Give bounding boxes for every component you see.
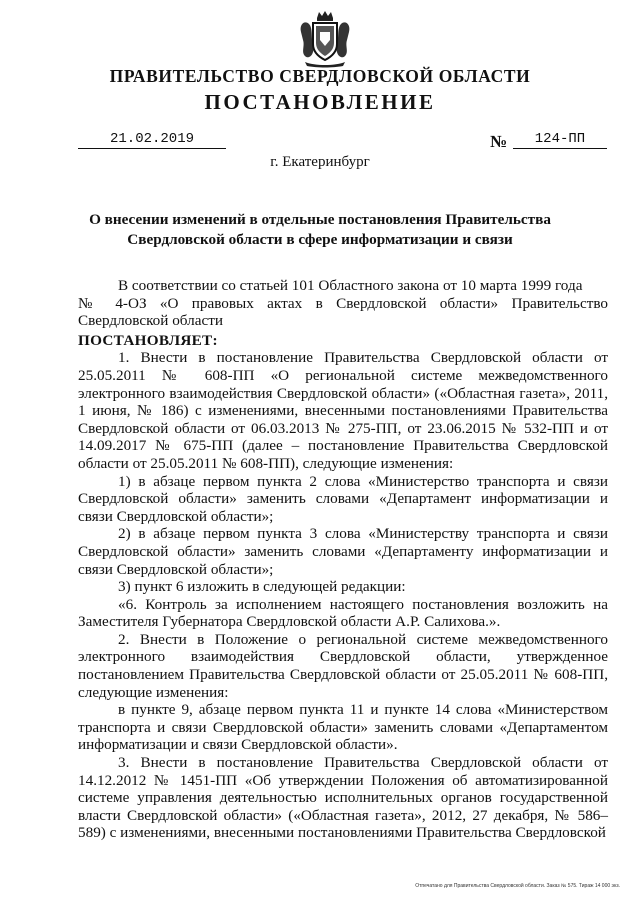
- paragraph: В соответствии со статьей 101 Областного закона от 10 марта 1999 года: [118, 277, 583, 294]
- paragraph: 2) в абзаце первом пункта 3 слова «Министерству транспорта и связи Свердловской области» заменить словами «Департаменту информатизации и связи Свердловской области»;: [78, 525, 608, 578]
- government-title: ПРАВИТЕЛЬСТВО СВЕРДЛОВСКОЙ ОБЛАСТИ: [109, 66, 531, 86]
- paragraph: 1. Внести в постановление Правительства Свердловской области от 25.05.2011 № 608-ПП «О региональной системе межведомственного электронного взаимодействия Свердловской области» («Областная газета», 2011, 1 июня, № 186) с изменениями, внесенными постановлениями Правительства Свердловской области от 06.03.2013 № 275-ПП, от 23.06.2015 № 532-ПП и от 14.09.2017 № 675-ПП (далее – постановление Правительства Свердловской области от 25.05.2011 № 608-ПП), следующие изменения:: [78, 349, 608, 472]
- paragraph: 1) в абзаце первом пункта 2 слова «Министерство транспорта и связи Свердловской области» заменить словами «Департамент информатизации и связи Свердловской области»;: [78, 472, 608, 525]
- document-type-title: ПОСТАНОВЛЕНИЕ: [204, 90, 436, 114]
- paragraph: «6. Контроль за исполнением настоящего постановления возложить на Заместителя Губернатора Свердловской области А.Р. Салихова.».: [78, 595, 608, 631]
- document-body: [78, 277, 608, 842]
- document-date: 21.02.2019: [78, 131, 226, 149]
- coat-of-arms-icon: [297, 10, 353, 68]
- document-city: г. Екатеринбург: [270, 154, 370, 170]
- paragraph: 3) пункт 6 изложить в следующей редакции:: [118, 578, 406, 596]
- paragraph: № 4-ОЗ «О правовых актах в Свердловской области» Правительство Свердловской области: [78, 294, 608, 330]
- document-number: 124-ПП: [513, 131, 607, 149]
- paragraph: в пункте 9, абзаце первом пункта 11 и пункте 14 слова «Министерством транспорта и связи Свердловской области» заменить словами «Департаментом информатизации и связи Свердловской области».: [78, 701, 608, 754]
- heading-line: Свердловской области в сфере информатизации и связи: [127, 231, 513, 248]
- number-sign: №: [490, 132, 508, 151]
- decree-word: ПОСТАНОВЛЯЕТ:: [78, 331, 218, 349]
- paragraph: 2. Внести в Положение о региональной системе межведомственного электронного взаимодействия Свердловской области, утвержденное постановлением Правительства Свердловской области от 25.05.2011 № 608-ПП, следующие изменения:: [78, 630, 608, 701]
- paragraph: 3. Внести в постановление Правительства Свердловской области от 14.12.2012 № 1451-ПП «Об утверждении Положения об автоматизированной системе управления деятельностью исполнительных органов государственной власти Свердловской области» («Областная газета», 2012, 27 декабря, № 586–589) с изменениями, внесенными постановлениями Правительства Свердловской: [78, 754, 608, 842]
- print-footer: Отпечатано для Правительства Свердловской области. Заказ № 575. Тираж 14 000 экз.: [415, 883, 620, 889]
- document-heading: [80, 210, 560, 250]
- heading-line: О внесении изменений в отдельные постановления Правительства: [89, 211, 551, 228]
